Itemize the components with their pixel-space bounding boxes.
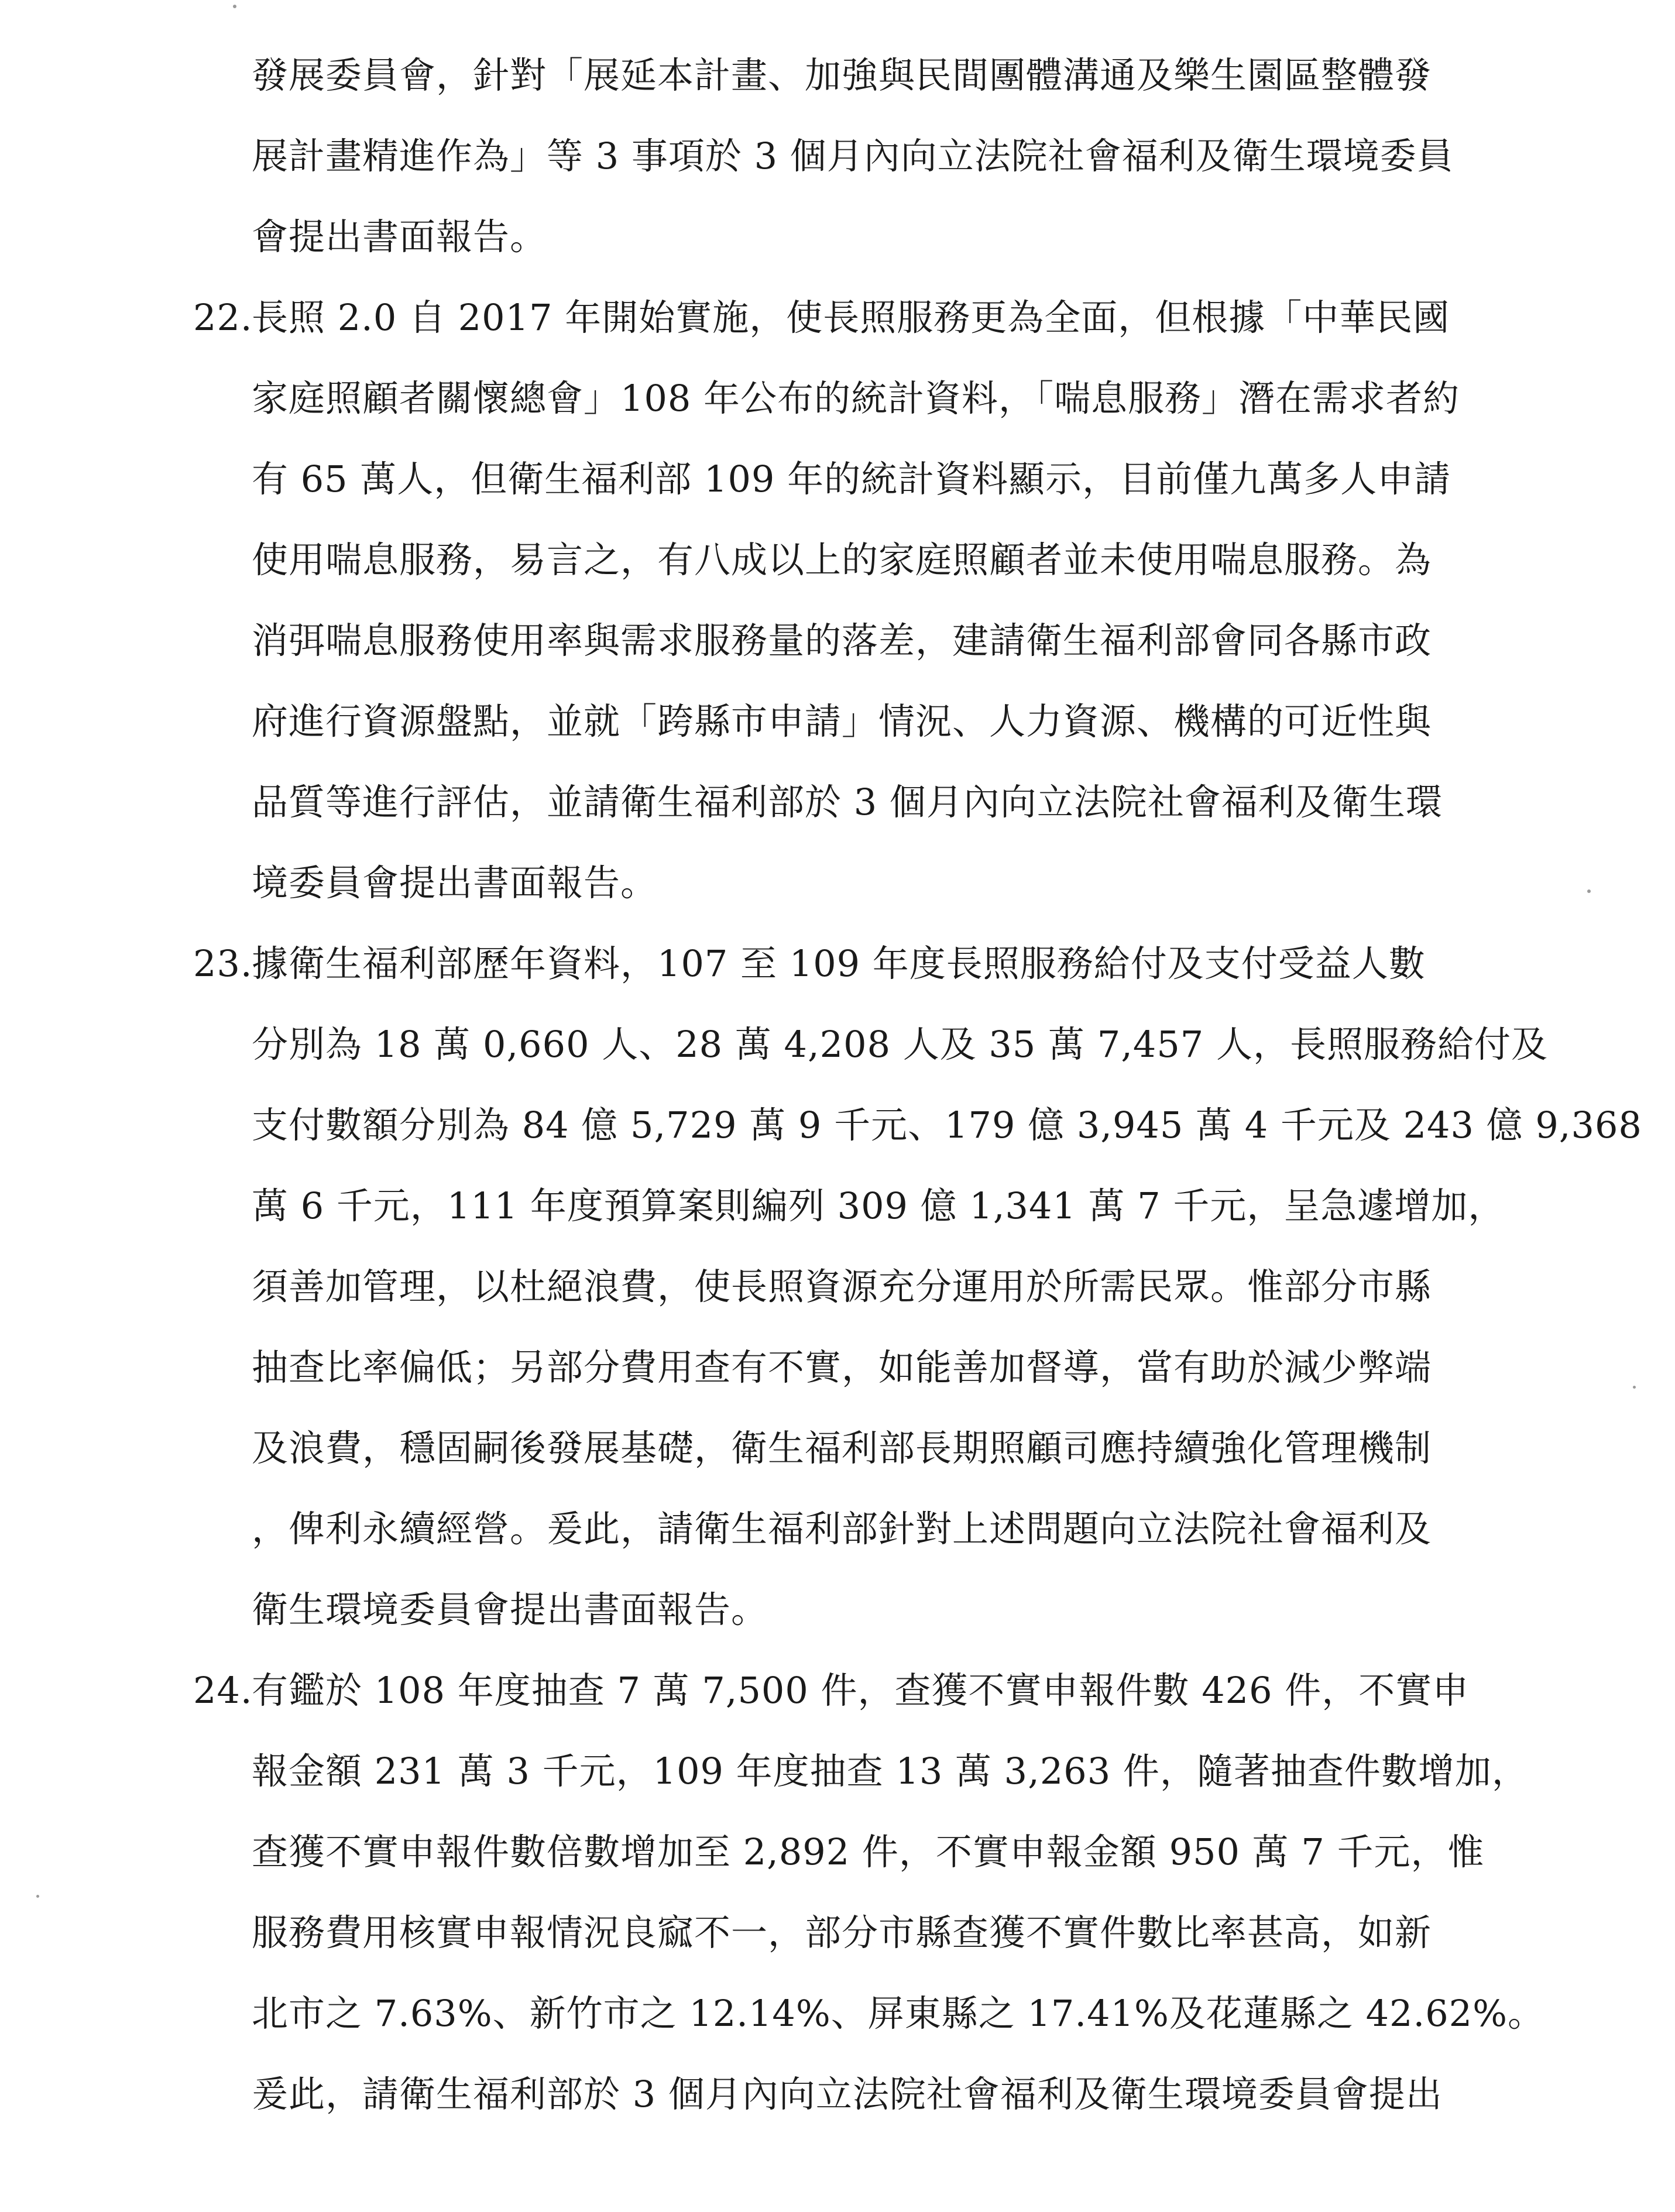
- text-line: 府進行資源盤點，並就「跨縣市申請」情況、人力資源、機構的可近性與: [252, 700, 1432, 743]
- text-line: 據衛生福利部歷年資料，107 至 109 年度長照服務給付及支付受益人數: [252, 942, 1426, 985]
- text-line: 使用喘息服務，易言之，有八成以上的家庭照顧者並未使用喘息服務。為: [252, 538, 1432, 581]
- text-line: 發展委員會，針對「展延本計畫、加強與民間團體溝通及樂生園區整體發: [252, 54, 1432, 97]
- text-line: 消弭喘息服務使用率與需求服務量的落差，建請衛生福利部會同各縣市政: [252, 619, 1432, 662]
- text-line: 抽查比率偏低；另部分費用查有不實，如能善加督導，當有助於減少弊端: [252, 1346, 1432, 1389]
- text-line: 查獲不實申報件數倍數增加至 2,892 件，不實申報金額 950 萬 7 千元，惟: [252, 1830, 1485, 1873]
- text-line: 報金額 231 萬 3 千元，109 年度抽查 13 萬 3,263 件，隨著抽查件數增加，: [252, 1750, 1529, 1792]
- text-line: 須善加管理，以杜絕浪費，使長照資源充分運用於所需民眾。惟部分市縣: [252, 1265, 1432, 1308]
- text-line: 北市之 7.63%、新竹市之 12.14%、屏東縣之 17.41%及花蓮縣之 42.62%。: [252, 1992, 1545, 2035]
- document-body: [193, 35, 1642, 2135]
- text-line: 及浪費，穩固嗣後發展基礎，衛生福利部長期照顧司應持續強化管理機制: [252, 1427, 1432, 1469]
- text-line: 萬 6 千元，111 年度預算案則編列 309 億 1,341 萬 7 千元，呈急遽增加，: [252, 1184, 1505, 1227]
- text-line: 會提出書面報告。: [252, 215, 547, 258]
- text-line: 展計畫精進作為」等 3 事項於 3 個月內向立法院社會福利及衛生環境委員: [252, 135, 1454, 177]
- scan-speck: [1633, 1386, 1636, 1389]
- list-item-24: [193, 1650, 1557, 2135]
- text-line: 爰此，請衛生福利部於 3 個月內向立法院社會福利及衛生環境委員會提出: [252, 2073, 1443, 2115]
- text-line: 支付數額分別為 84 億 5,729 萬 9 千元、179 億 3,945 萬 4 千元及 243 億 9,368: [252, 1104, 1642, 1146]
- text-line: 有 65 萬人，但衛生福利部 109 年的統計資料顯示，目前僅九萬多人申請: [252, 458, 1451, 500]
- item-number: 22.: [193, 296, 253, 339]
- scan-speck: [36, 1895, 39, 1898]
- continued-paragraph: [252, 35, 1557, 277]
- text-line: 品質等進行評估，並請衛生福利部於 3 個月內向立法院社會福利及衛生環: [252, 781, 1443, 823]
- text-line: 家庭照顧者關懷總會」108 年公布的統計資料，「喘息服務」潛在需求者約: [252, 377, 1460, 420]
- text-line: 有鑑於 108 年度抽查 7 萬 7,500 件，查獲不實申報件數 426 件，不實申: [252, 1669, 1470, 1712]
- text-line: 服務費用核實申報情況良窳不一，部分市縣查獲不實件數比率甚高，如新: [252, 1911, 1432, 1954]
- list-item-22: [193, 277, 1557, 923]
- list-item-23: [193, 923, 1642, 1650]
- item-number: 24.: [193, 1669, 253, 1712]
- text-line: ，俾利永續經營。爰此，請衛生福利部針對上述問題向立法院社會福利及: [252, 1507, 1432, 1550]
- scan-speck: [1587, 889, 1591, 893]
- item-number: 23.: [193, 942, 253, 985]
- text-line: 境委員會提出書面報告。: [252, 861, 658, 904]
- text-line: 長照 2.0 自 2017 年開始實施，使長照服務更為全面，但根據「中華民國: [252, 296, 1450, 339]
- scan-speck: [233, 5, 236, 8]
- text-line: 分別為 18 萬 0,660 人、28 萬 4,208 人及 35 萬 7,457 人，長照服務給付及: [252, 1023, 1548, 1066]
- text-line: 衛生環境委員會提出書面報告。: [252, 1588, 768, 1631]
